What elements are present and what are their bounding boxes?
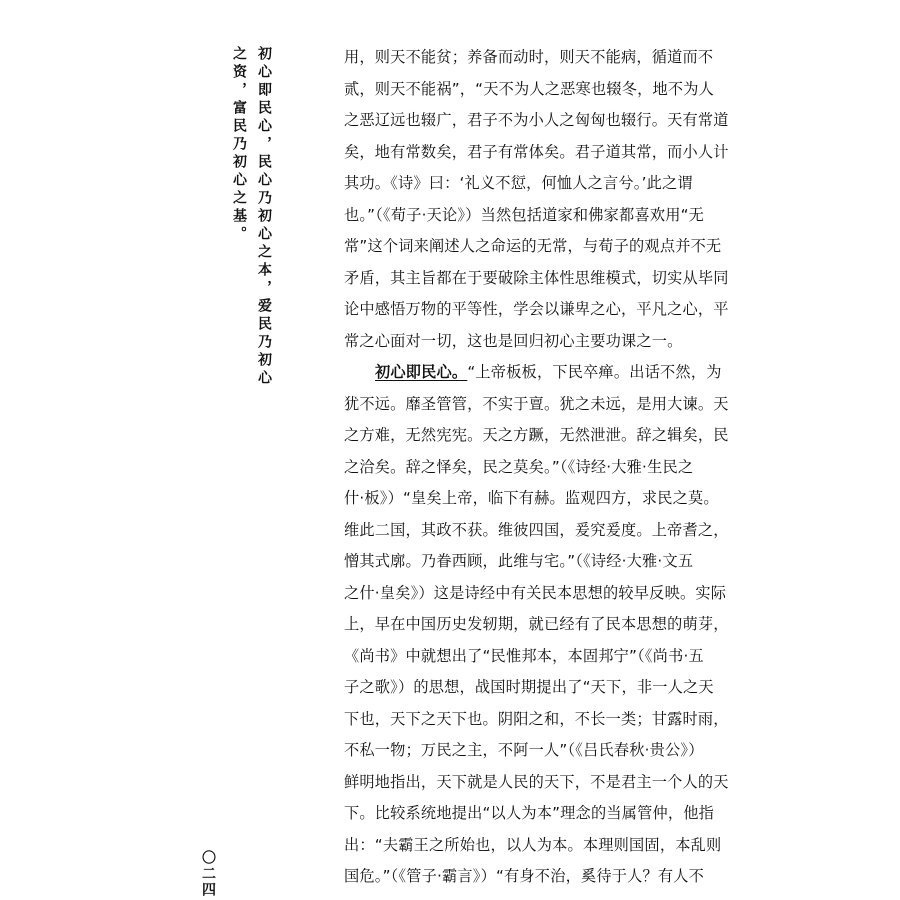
line-text: 什·板》）“皇矣上帝，临下有赫。监观四方，求民之莫。: [344, 489, 719, 507]
line-text: 维此二国，其政不获。维彼四国，爰究爰度。上帝耆之，: [344, 520, 729, 539]
text-line: [344, 483, 736, 515]
line-text: 常”这个词来阐述人之命运的无常，与荀子的观点并不无: [344, 237, 722, 255]
line-text: 上，早在中国历史发轫期，就已经有了民本思想的萌芽，: [344, 615, 729, 633]
line-text: 出：“夫霸王之所始也，以人为本。本理则国固，本乱则: [344, 835, 722, 854]
text-line: [344, 452, 736, 484]
text-line: [344, 294, 736, 326]
line-text: 常之心面对一切，这也是回归初心主要功课之一。: [344, 331, 683, 350]
side-note-column-1: 初心即民心，民心乃初心之本，爱民乃初心: [256, 46, 272, 388]
text-line: [344, 389, 736, 421]
text-line: [344, 830, 736, 862]
text-line: [344, 42, 736, 74]
text-line: [344, 420, 736, 452]
line-text: 子之歌》）的思想，战国时期提出了“天下，非一人之天: [344, 678, 714, 696]
section-heading: 初心即民心。: [375, 363, 468, 381]
side-note-column-2: 之资，富民乃初心之基。: [231, 46, 247, 244]
text-line: [344, 231, 736, 263]
text-line: [344, 105, 736, 137]
text-line: [344, 578, 736, 610]
line-text: 其功。《诗》曰：‘礼义不愆，何恤人之言兮。’此之谓: [344, 174, 693, 192]
text-line: [344, 798, 736, 830]
text-line: [344, 767, 736, 799]
text-line: [344, 515, 736, 547]
text-line: [344, 672, 736, 704]
text-line: [344, 263, 736, 295]
line-text: 憎其式廓。乃眷西顾，此维与宅。”（《诗经·大雅·文五: [344, 552, 694, 570]
line-text: 之方难，无然宪宪。天之方蹶，无然泄泄。辞之辑矣，民: [344, 426, 729, 444]
line-text: 下。比较系统地提出“以人为本”理念的当属管仲，他指: [344, 804, 715, 822]
line-text: 《尚书》中就想出了“民惟邦本，本固邦宁”（《尚书·五: [344, 646, 704, 665]
line-text: 之什·皇矣》）这是诗经中有关民本思想的较早反映。实际: [344, 583, 727, 602]
text-line: [344, 74, 736, 106]
line-text: 之恶辽远也辍广，君子不为小人之匈匈也辍行。天有常道: [344, 111, 729, 129]
text-line: [344, 546, 736, 578]
line-text: 鲜明地指出，天下就是人民的天下，不是君主一个人的天: [344, 772, 729, 791]
text-line: [344, 704, 736, 736]
page-number: 〇二四: [200, 850, 216, 898]
text-line: [344, 735, 736, 767]
line-text: 论中感悟万物的平等性，学会以谦卑之心，平凡之心，平: [344, 300, 729, 318]
line-text: “上帝板板，下民卒瘅。出话不然，为: [467, 363, 722, 381]
body-text: [344, 42, 736, 893]
line-text: 国危。”（《管子·霸言》）“有身不治，奚待于人？有人不: [344, 867, 705, 885]
line-text: 下也，天下之天下也。阴阳之和，不长一类；甘露时雨，: [344, 709, 729, 728]
line-text: 不私一物；万民之主，不阿一人”（《吕氏春秋·贵公》）: [344, 741, 704, 759]
line-text: 也。”（《荀子·天论》）当然包括道家和佛家都喜欢用“无: [344, 205, 705, 224]
text-line: [344, 861, 736, 893]
line-text: 之洽矣。辞之怿矣，民之莫矣。”（《诗经·大雅·生民之: [344, 457, 694, 476]
line-text: 矛盾，其主旨都在于要破除主体性思维模式，切实从毕同: [344, 268, 729, 287]
text-line: [344, 357, 736, 389]
text-line: [344, 137, 736, 169]
text-line: [344, 609, 736, 641]
text-line: [344, 168, 736, 200]
line-text: 犹不远。靡圣管管，不实于亶。犹之未远，是用大谏。天: [344, 394, 729, 413]
line-text: 贰，则天不能祸”，“天不为人之恶寒也辍冬，地不为人: [344, 79, 715, 98]
text-line: [344, 326, 736, 358]
text-line: [344, 641, 736, 673]
line-text: 用，则天不能贫；养备而动时，则天不能病，循道而不: [344, 48, 714, 66]
text-line: [344, 200, 736, 232]
line-text: 矣，地有常数矣，君子有常体矣。君子道其常，而小人计: [344, 142, 729, 161]
